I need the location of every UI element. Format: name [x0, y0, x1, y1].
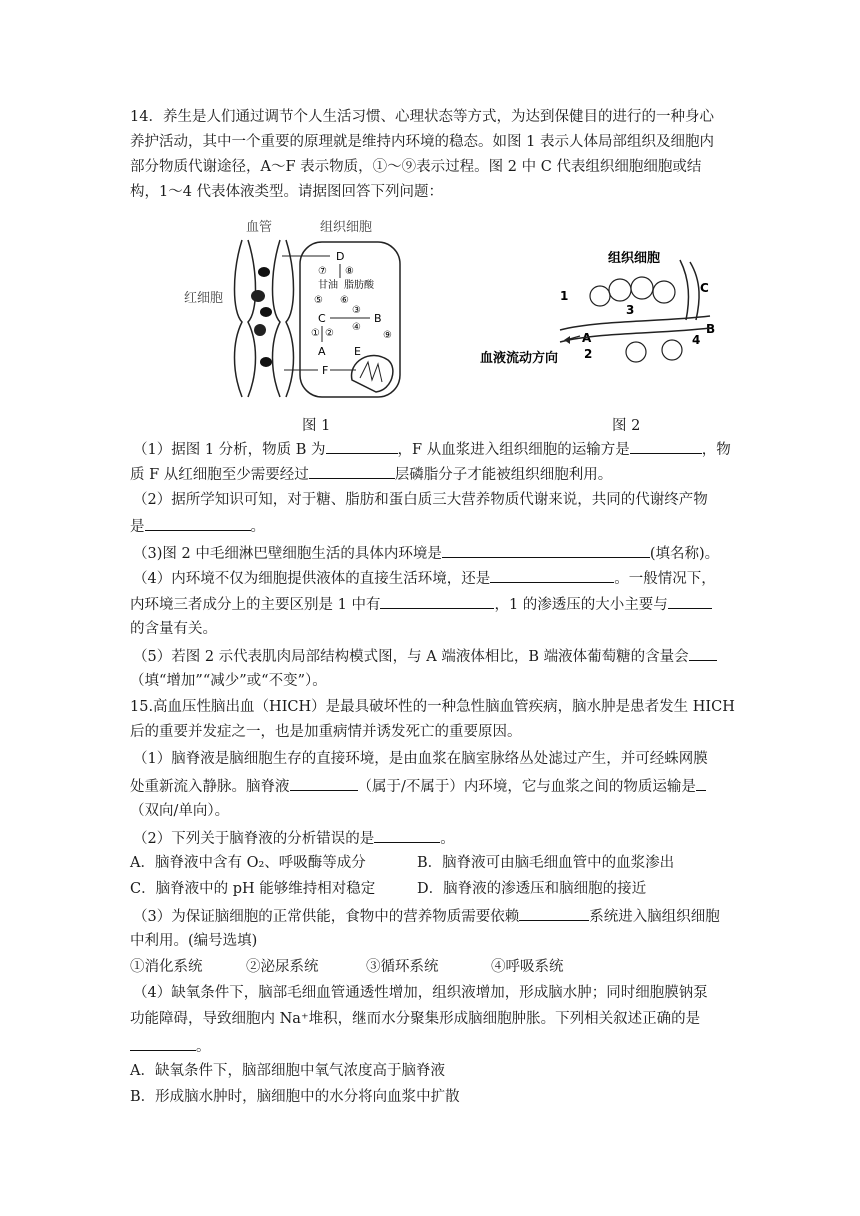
q15-option-d: D．脑脊液的渗透压和脑细胞的接近: [417, 881, 647, 897]
q15-part-3b: 中利用。(编号选填): [130, 933, 258, 949]
q15-system-1: ①消化系统: [130, 959, 203, 975]
answer-blank: [519, 905, 589, 921]
fig1-A: A: [318, 345, 326, 358]
q14-part-1a: （1）据图 1 分析，物质 B 为 ，F 从血浆进入组织细胞的运输方是 ，物: [133, 438, 731, 460]
q15-option-4a: A．缺氧条件下，脑部细胞中氧气浓度高于脑脊液: [130, 1063, 445, 1079]
fig2-B: B: [706, 322, 716, 336]
fig1-label-tissue: 组织细胞: [320, 220, 373, 235]
q15-part-3a: （3）为保证脑细胞的正常供能，食物中的营养物质需要依赖 系统进入脑组织细胞: [133, 905, 720, 927]
q15-part-1b: 处重新流入静脉。脑脊液 （属于/不属于）内环境，它与血浆之间的物质运输是: [130, 775, 706, 797]
svg-text:1: 1: [560, 289, 569, 303]
fig2-tissue-cell: [609, 279, 631, 301]
q15-part-1c: （双向/单向）。: [130, 803, 230, 819]
q14-part-2b: 是 。: [130, 515, 265, 537]
svg-text:⑤: ⑤: [314, 295, 323, 306]
svg-text:③: ③: [352, 305, 361, 316]
fig2-label-tissue: 组织细胞: [608, 251, 661, 266]
svg-text:⑥: ⑥: [340, 295, 349, 306]
q15-system-2: ②泌尿系统: [246, 959, 319, 975]
q15-option-b: B．脑脊液可由脑毛细血管中的血浆渗出: [417, 855, 675, 871]
fig1-label-vessel: 血管: [246, 220, 273, 235]
figure-1: [180, 212, 420, 402]
fig2-A: A: [582, 331, 592, 345]
svg-text:⑨: ⑨: [383, 330, 392, 341]
fig2-C: C: [700, 281, 709, 295]
q14-part-4a: （4）内环境不仅为细胞提供液体的直接生活环境，还是 。一般情况下，: [133, 567, 716, 589]
answer-blank: [630, 438, 702, 454]
fig1-glycerol: 甘油: [318, 280, 338, 291]
q14-line-2: 养护活动，其中一个重要的原理就是维持内环境的稳态。如图 1 表示人体局部组织及细胞内: [130, 134, 714, 150]
q14-part-4b: 内环境三者成分上的主要区别是 1 中有 ，1 的渗透压的大小主要与: [130, 593, 712, 615]
q15-option-c: C．脑脊液中的 pH 能够维持相对稳定: [130, 881, 376, 897]
fig1-vessel-wall-right: [273, 240, 281, 397]
fig1-mitochondrion: [352, 356, 393, 392]
q14-line-1: 14．养生是人们通过调节个人生活习惯、心理状态等方式，为达到保健目的进行的一种身心: [130, 109, 714, 125]
q15-part-4a: （4）缺氧条件下，脑部毛细血管通透性增加，组织液增加，形成脑水肿；同时细胞膜钠泵: [133, 985, 708, 1001]
fig1-F: F: [322, 364, 329, 377]
q14-part-5a: （5）若图 2 示代表肌肉局部结构模式图，与 A 端液体相比，B 端液体葡萄糖的含量会: [133, 645, 717, 667]
answer-blank: [490, 567, 614, 583]
fig1-C: C: [318, 312, 326, 325]
svg-text:②: ②: [325, 328, 334, 339]
answer-blank: [290, 775, 358, 791]
fig1-label-rbc: 红细胞: [184, 291, 224, 306]
fig1-B: B: [374, 312, 382, 325]
answer-blank: [145, 515, 251, 531]
q15-option-4b: B．形成脑水肿时，脑细胞中的水分将向血浆中扩散: [130, 1089, 460, 1105]
fig1-fattyacid: 脂肪酸: [344, 280, 374, 291]
fig2-caption: 图 2: [612, 418, 641, 434]
fig2-flow-label: 血液流动方向: [480, 351, 559, 366]
q14-line-3: 部分物质代谢途径，A～F 表示物质，①～⑨表示过程。图 2 中 C 代表组织细胞细胞或结: [130, 159, 702, 175]
fig1-vessel-wall-left: [235, 240, 243, 397]
answer-blank: [442, 542, 650, 558]
answer-blank: [130, 1035, 196, 1051]
q15-system-3: ③循环系统: [366, 959, 439, 975]
svg-text:4: 4: [692, 333, 701, 347]
answer-blank: [696, 775, 706, 791]
q14-part-2a: （2）据所学知识可知，对于糖、脂肪和蛋白质三大营养物质代谢来说，共同的代谢终产物: [133, 492, 708, 508]
fig1-caption: 图 1: [302, 418, 331, 434]
q15-line-2: 后的重要并发症之一，也是加重病情并诱发死亡的重要原因。: [130, 724, 522, 740]
svg-text:①: ①: [311, 328, 320, 339]
fig1-D: D: [336, 250, 345, 263]
q14-part-1b: 质 F 从红细胞至少需要经过 层磷脂分子才能被组织细胞利用。: [130, 463, 612, 485]
answer-blank: [326, 438, 398, 454]
answer-blank: [668, 593, 712, 609]
answer-blank: [309, 463, 395, 479]
q14-part-3: （3)图 2 中毛细淋巴壁细胞生活的具体内环境是 (填名称)。: [133, 542, 719, 564]
svg-text:⑦: ⑦: [318, 266, 327, 277]
svg-text:3: 3: [626, 303, 635, 317]
q14-part-4c: 的含量有关。: [130, 621, 217, 637]
q15-part-1a: （1）脑脊液是脑细胞生存的直接环境，是由血浆在脑室脉络丛处滤过产生，并可经蛛网膜: [133, 751, 708, 767]
svg-text:2: 2: [584, 347, 593, 361]
q15-option-a: A．脑脊液中含有 O₂、呼吸酶等成分: [130, 855, 366, 871]
answer-blank: [374, 827, 440, 843]
q14-part-5b: （填“增加”“减少”或“不变”）。: [130, 673, 327, 689]
q15-part-4c: 。: [130, 1035, 211, 1057]
fig1-E: E: [354, 345, 361, 358]
answer-blank: [689, 645, 717, 661]
q15-part-4b: 功能障碍，导致细胞内 Na⁺堆积，继而水分聚集形成脑细胞肿胀。下列相关叙述正确的是: [130, 1011, 701, 1027]
fig1-red-cell: [258, 267, 270, 277]
svg-text:⑧: ⑧: [345, 266, 354, 277]
q14-line-4: 构，1～4 代表体液类型。请据图回答下列问题：: [130, 184, 444, 200]
q15-line-1: 15.高血压性脑出血（HICH）是最具破坏性的一种急性脑血管疾病，脑水肿是患者发生 HICH: [130, 699, 735, 715]
q15-part-2: （2）下列关于脑脊液的分析错误的是 。: [133, 827, 455, 849]
answer-blank: [380, 593, 494, 609]
figure-2: [480, 240, 740, 380]
svg-text:④: ④: [352, 322, 361, 333]
q15-system-4: ④呼吸系统: [491, 959, 564, 975]
